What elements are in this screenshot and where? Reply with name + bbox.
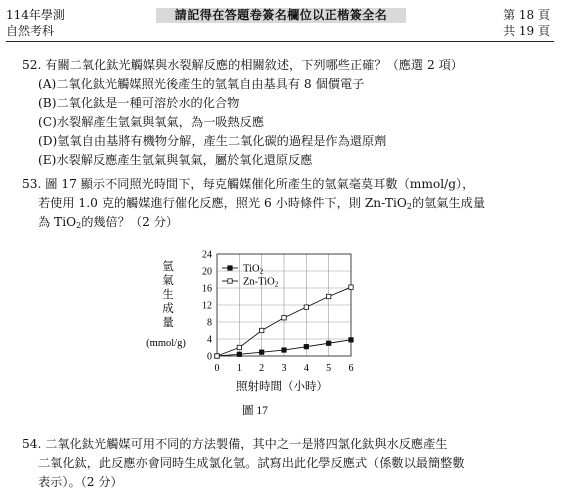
data-point-tio2 (304, 344, 308, 348)
exam-year: 114年學測 (6, 8, 65, 22)
q52-option-c: (C)水裂解產生氫氣與氧氣，為一吸熱反應 (38, 115, 265, 129)
legend-marker (228, 266, 232, 270)
y-tick-label: 0 (207, 351, 212, 363)
y-tick-label: 4 (207, 334, 212, 346)
x-tick-label: 5 (326, 363, 332, 374)
y-label-char: 量 (162, 317, 174, 329)
data-point-tio2 (326, 341, 330, 345)
question-53-line3: 為 TiO$_2$的幾倍？（2 分） (38, 215, 179, 230)
question-53-line1: 53. 圖 17 顯示不同照光時間下，每克觸媒催化所產生的氫氣毫莫耳數（mmol/g）， (22, 177, 475, 191)
x-axis-label: 照射時間（小時） (236, 381, 328, 393)
x-tick-label: 0 (214, 363, 220, 374)
data-point-tio2 (349, 338, 353, 342)
page-total: 共 19 頁 (503, 24, 550, 38)
data-point-zn-tio2 (326, 294, 330, 298)
y-label-char: 生 (162, 289, 174, 301)
q52-option-a: (A)二氧化鈦光觸媒照光後產生的氫氧自由基具有 8 個價電子 (38, 77, 365, 91)
data-point-zn-tio2 (304, 305, 308, 309)
page-number: 第 18 頁 (503, 8, 550, 22)
x-tick-label: 6 (348, 363, 354, 374)
question-52-stem: 52. 有關二氧化鈦光觸媒與水裂解反應的相關敘述，下列哪些正確？（應選 2 項） (22, 58, 463, 72)
question-54-line3: 表示）。（2 分） (38, 475, 123, 489)
legend-label: Zn-TiO2 (243, 276, 279, 289)
data-point-zn-tio2 (237, 345, 241, 349)
data-point-zn-tio2 (215, 354, 219, 358)
q52-option-b: (B)二氧化鈦是一種可溶於水的化合物 (38, 96, 240, 110)
y-tick-label: 16 (202, 283, 212, 295)
y-label-unit: (mmol/g) (146, 338, 186, 349)
y-label-char: 氫 (162, 261, 174, 273)
data-point-tio2 (282, 348, 286, 352)
question-53-line2: 若使用 1.0 克的觸媒進行催化反應，照光 6 小時條件下，則 Zn-TiO$_2$的氫氣生成量 (38, 196, 486, 211)
x-tick-label: 4 (303, 363, 309, 374)
q52-option-e: (E)水裂解反應產生氫氣與氧氣，屬於氧化還原反應 (38, 153, 313, 167)
y-tick-label: 8 (207, 317, 212, 329)
data-point-zn-tio2 (259, 328, 263, 332)
data-point-zn-tio2 (282, 316, 286, 320)
x-tick-label: 3 (281, 363, 287, 374)
data-point-tio2 (259, 350, 263, 354)
chart-legend (222, 264, 279, 289)
question-54-line2: 二氧化鈦，此反應亦會同時生成氯化氫。試寫出此化學反應式（係數以最簡整數 (38, 456, 465, 470)
data-point-zn-tio2 (349, 285, 353, 289)
y-axis-label (146, 259, 186, 349)
signature-notice: 請記得在答題卷簽名欄位以正楷簽全名 (156, 8, 406, 23)
x-tick-label: 1 (236, 363, 242, 374)
subject-name: 自然考科 (6, 24, 55, 38)
q52-option-d: (D)氫氧自由基將有機物分解，產生二氧化碳的過程是作為還原劑 (38, 134, 387, 148)
figure-caption: 圖 17 (242, 405, 268, 417)
y-tick-label: 24 (202, 249, 212, 261)
x-tick-label: 2 (259, 363, 265, 374)
y-tick-label: 12 (202, 300, 212, 312)
y-label-char: 氣 (162, 275, 174, 287)
question-54-line1: 54. 二氧化鈦光觸媒可用不同的方法製備，其中之一是將四氯化鈦與水反應產生 (22, 437, 448, 451)
y-label-char: 成 (162, 303, 174, 315)
y-tick-label: 20 (202, 266, 212, 278)
legend-marker (228, 279, 232, 283)
data-point-tio2 (237, 352, 241, 356)
legend-label: TiO2 (243, 263, 264, 276)
